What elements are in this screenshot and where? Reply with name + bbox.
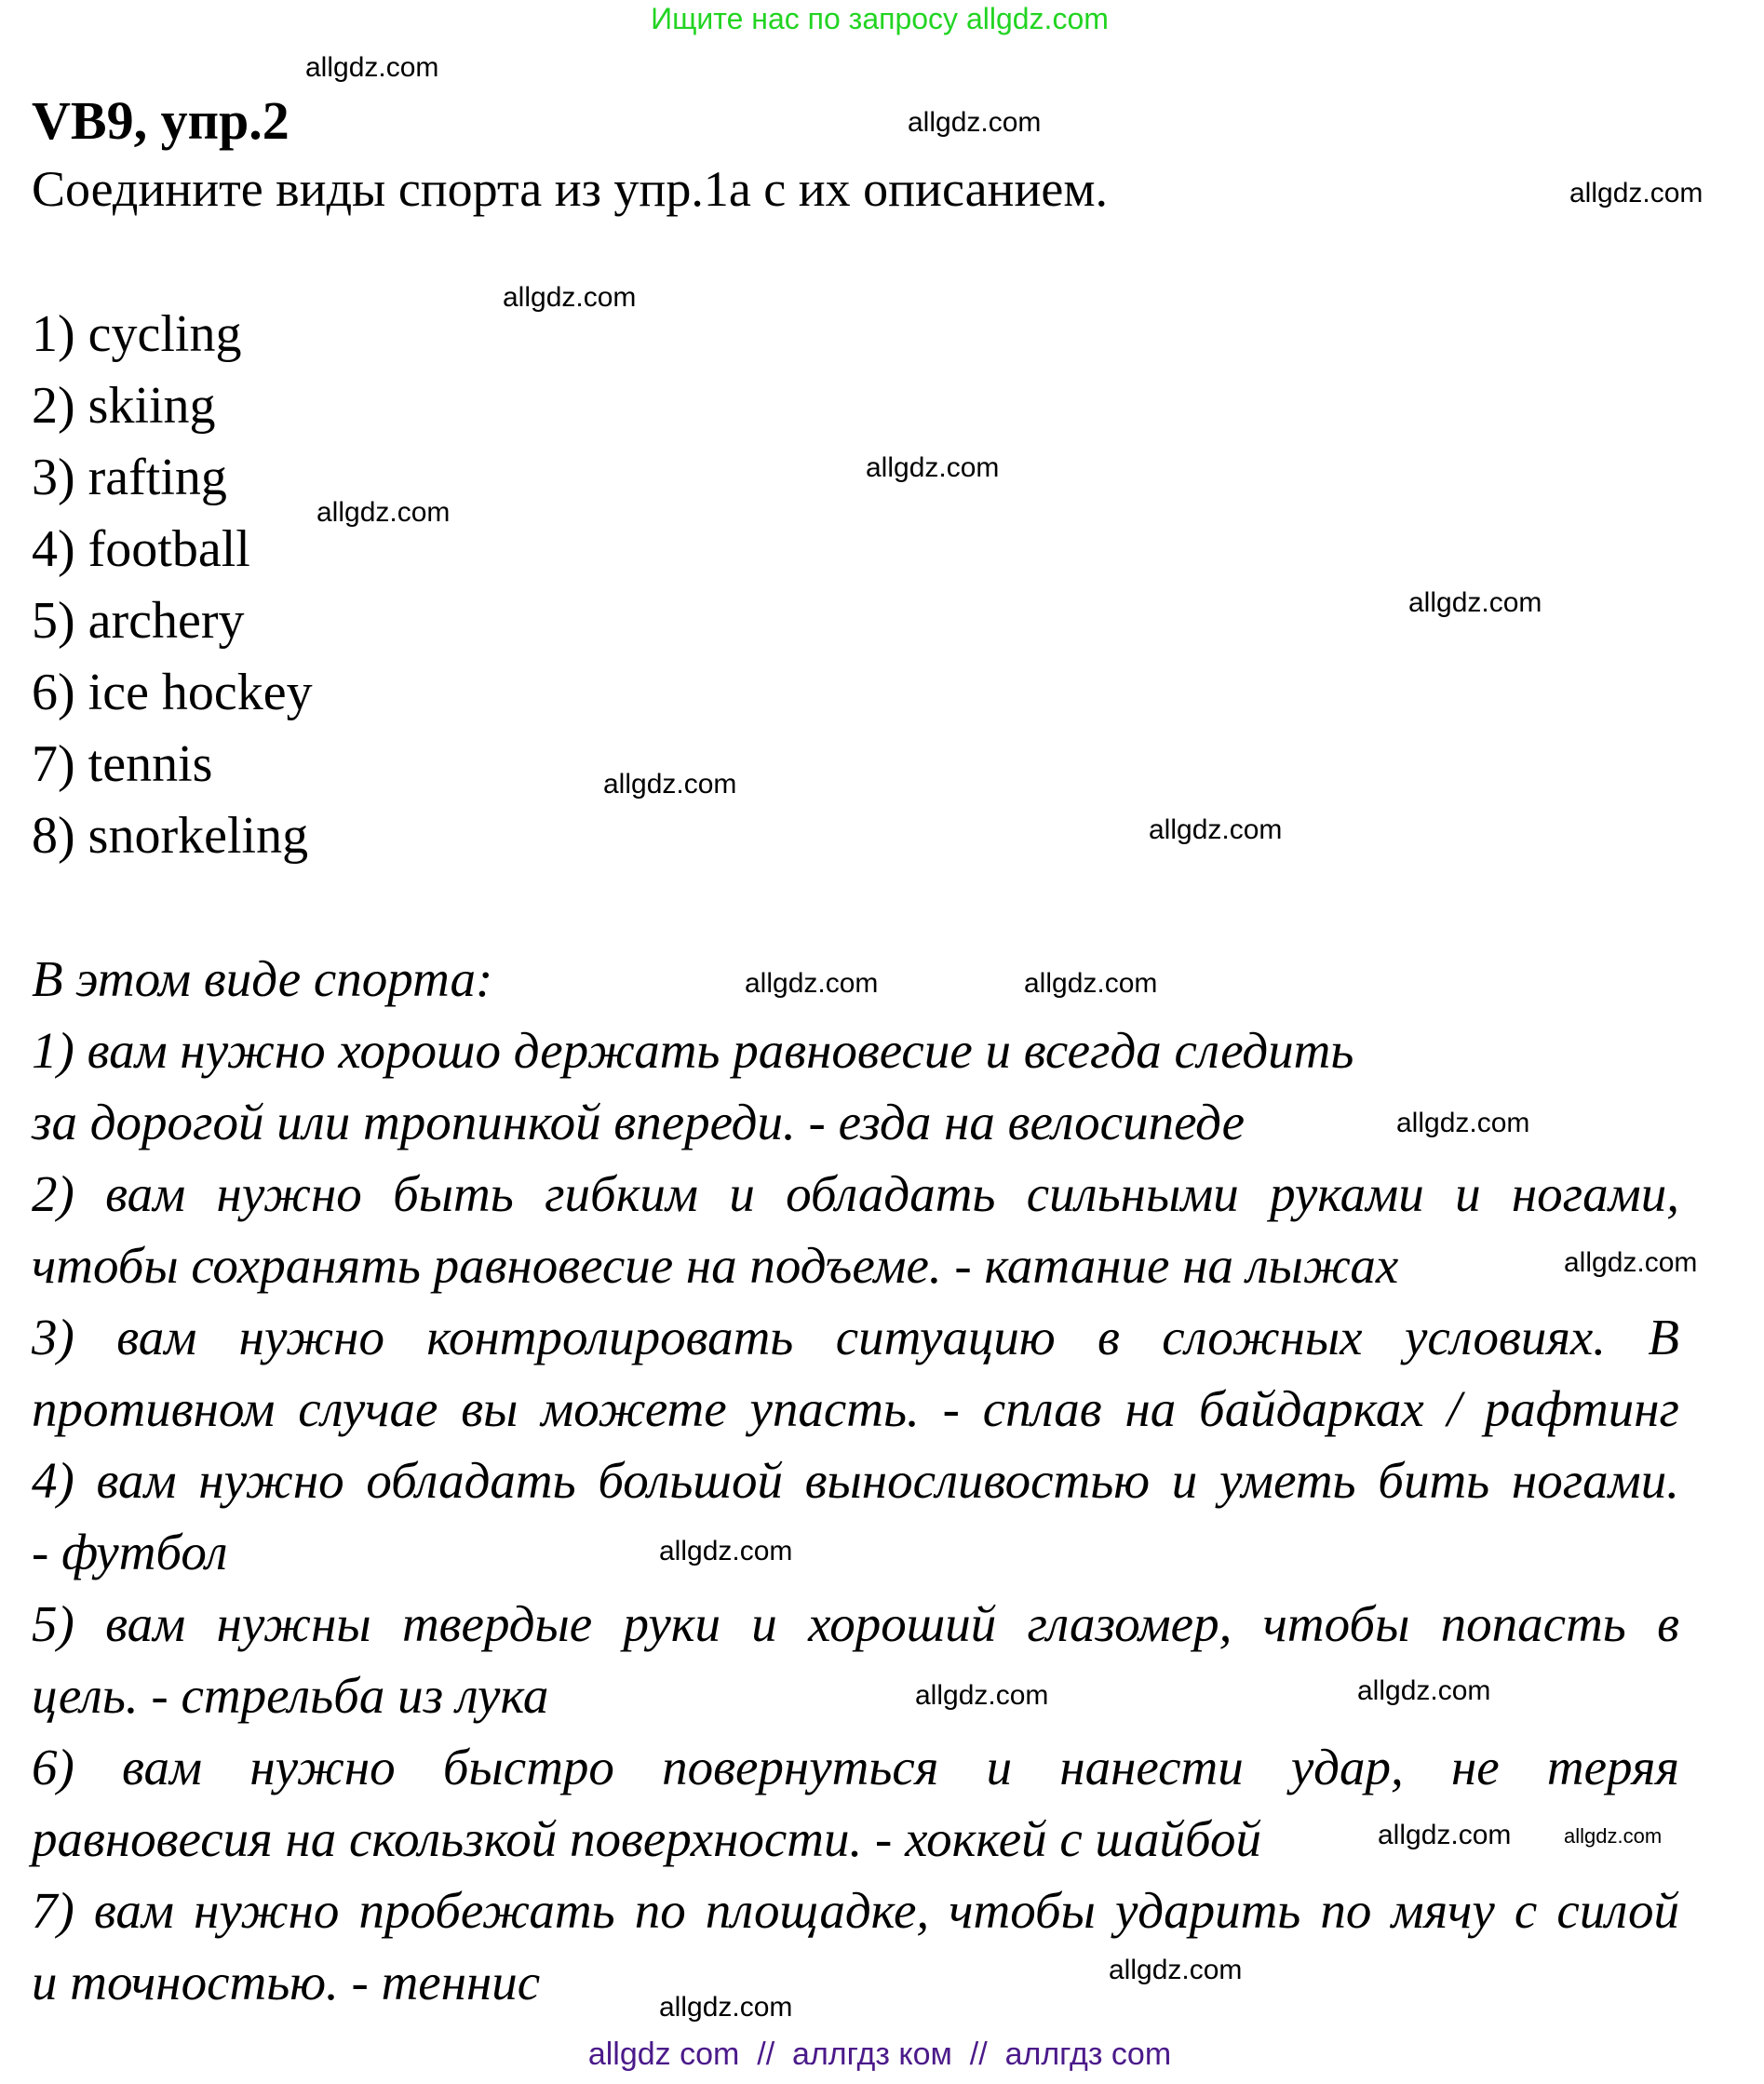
description-line: 6) вам нужно быстро повернуться и нанести удар, не теряя xyxy=(32,1739,1679,1795)
description-line: противном случае вы можете упасть. - сплав на байдарках / рафтинг xyxy=(32,1380,1679,1437)
page-title: VB9, упр.2 xyxy=(32,90,290,151)
description-line: - футбол xyxy=(32,1524,228,1580)
sport-item: 4) football xyxy=(32,520,250,578)
description-line: равновесия на скользкой поверхности. - хоккей с шайбой xyxy=(32,1810,1261,1867)
description-line: 2) вам нужно быть гибким и обладать сильными руками и ногами, xyxy=(32,1165,1679,1222)
watermark: allgdz.com xyxy=(908,107,1042,138)
description-line: и точностью. - теннис xyxy=(32,1954,541,2010)
sport-item: 8) snorkeling xyxy=(32,807,309,865)
watermark: allgdz.com xyxy=(1378,1820,1512,1850)
watermark: allgdz.com xyxy=(1149,814,1283,845)
sport-item: 1) cycling xyxy=(32,305,242,363)
description-line: 7) вам нужно пробежать по площадке, чтобы ударить по мячу с силой xyxy=(32,1882,1679,1939)
watermark: allgdz.com xyxy=(503,282,637,313)
watermark: allgdz.com xyxy=(915,1680,1049,1711)
watermark: allgdz.com xyxy=(305,52,439,83)
watermark: allgdz.com xyxy=(1109,1955,1243,1985)
description-line: 3) вам нужно контролировать ситуацию в сложных условиях. В xyxy=(32,1309,1680,1365)
sport-item: 7) tennis xyxy=(32,735,213,793)
description-line: 4) вам нужно обладать большой выносливостью и уметь бить ногами. xyxy=(32,1452,1680,1509)
watermark: allgdz.com xyxy=(603,769,737,800)
sport-item: 3) rafting xyxy=(32,449,227,506)
watermark: allgdz.com xyxy=(1564,1824,1663,1848)
watermark: allgdz.com xyxy=(659,1992,793,2023)
description-line: 1) вам нужно хорошо держать равновесие и всегда следить xyxy=(32,1022,1354,1079)
description-line: цель. - стрельба из лука xyxy=(32,1667,549,1724)
footer-links: allgdz com // аллгдз ком // аллгдз com xyxy=(587,2037,1172,2072)
watermark: allgdz.com xyxy=(659,1536,793,1566)
watermark: allgdz.com xyxy=(745,968,879,999)
watermark: allgdz.com xyxy=(1024,968,1158,999)
watermark: allgdz.com xyxy=(316,497,451,528)
search-banner: Ищите нас по запросу allgdz.com xyxy=(651,2,1109,35)
watermark: allgdz.com xyxy=(866,452,1000,483)
description-line: чтобы сохранять равновесие на подъеме. - катание на лыжах xyxy=(32,1237,1399,1294)
watermark: allgdz.com xyxy=(1396,1108,1530,1138)
watermark: allgdz.com xyxy=(1569,178,1703,208)
sport-item: 2) skiing xyxy=(32,377,216,435)
watermark: allgdz.com xyxy=(1564,1247,1698,1278)
description-line: за дорогой или тропинкой впереди. - езда на велосипеде xyxy=(32,1094,1246,1150)
sport-item: 5) archery xyxy=(32,592,245,650)
sport-item: 6) ice hockey xyxy=(32,664,313,721)
description-line: 5) вам нужны твердые руки и хороший глазомер, чтобы попасть в xyxy=(32,1595,1680,1652)
description-intro: В этом виде спорта: xyxy=(32,950,493,1007)
watermark: allgdz.com xyxy=(1357,1675,1491,1706)
instruction: Соедините виды спорта из упр.1а с их описанием. xyxy=(32,161,1108,217)
watermark: allgdz.com xyxy=(1408,587,1542,618)
